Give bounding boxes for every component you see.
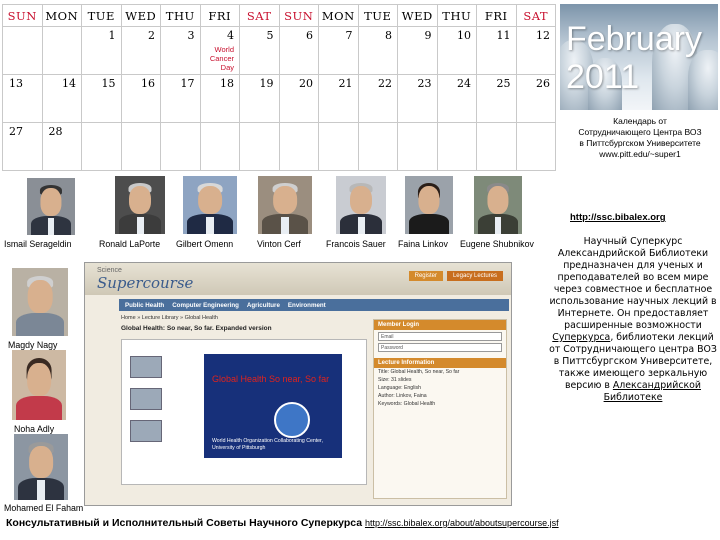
footer-text: Консультативный и Исполнительный Советы Научного Суперкурса bbox=[6, 517, 363, 529]
site-header bbox=[85, 263, 511, 295]
day-cell bbox=[161, 123, 201, 171]
register-button[interactable]: Register bbox=[409, 271, 443, 281]
day-cell bbox=[477, 123, 517, 171]
supercourse-screenshot bbox=[84, 262, 512, 506]
day-cell: 5 bbox=[240, 27, 280, 75]
description-text: Научный Суперкурс Александрийской Библиотеки предназначен для ученых и преподавателей во всем мире через совместное и бесплатное использование научных лекций в Интернете. Он предоставляет расширенные возможности bbox=[549, 236, 717, 331]
day-cell: 10 bbox=[437, 27, 477, 75]
day-cell: 18 bbox=[200, 75, 240, 123]
day-cell: 8 bbox=[358, 27, 398, 75]
credit-line: Сотрудничающего Центра ВОЗ bbox=[578, 127, 702, 137]
slide-thumbnails bbox=[130, 356, 170, 442]
shirt bbox=[137, 217, 144, 234]
day-cell bbox=[437, 123, 477, 171]
info-line: Author: Linkov, Faina bbox=[378, 393, 427, 399]
day-header: THU bbox=[161, 5, 201, 27]
info-line: Keywords: Global Health bbox=[378, 401, 436, 407]
day-cell: 28 bbox=[42, 123, 82, 171]
credit-url[interactable]: www.pitt.edu/~super1 bbox=[599, 149, 681, 159]
portrait-gilbert-omenn bbox=[183, 176, 237, 234]
day-cell bbox=[121, 123, 161, 171]
face bbox=[198, 186, 222, 214]
lecture-player[interactable] bbox=[121, 339, 367, 485]
day-cell: 17 bbox=[161, 75, 201, 123]
day-cell: 15 bbox=[82, 75, 122, 123]
credit-line: Календарь от bbox=[613, 116, 667, 126]
lecture-title: Global Health: So near, So far. Expanded version bbox=[121, 325, 272, 332]
day-cell: 19 bbox=[240, 75, 280, 123]
day-header: MON bbox=[319, 5, 359, 27]
day-header: WED bbox=[398, 5, 438, 27]
portrait-ronald-laporte bbox=[115, 176, 165, 234]
day-cell: 22 bbox=[358, 75, 398, 123]
who-emblem-icon bbox=[274, 402, 310, 438]
nav-item[interactable]: Computer Engineering bbox=[172, 301, 239, 309]
day-cell: 21 bbox=[319, 75, 359, 123]
day-header: WED bbox=[121, 5, 161, 27]
month-title: February 2011 bbox=[566, 20, 703, 96]
day-header: FRI bbox=[477, 5, 517, 27]
day-cell: 1 bbox=[82, 27, 122, 75]
day-header: MON bbox=[42, 5, 82, 27]
day-header: SAT bbox=[240, 5, 280, 27]
supercourse-logo bbox=[97, 267, 193, 292]
day-header: SUN bbox=[3, 5, 43, 27]
day-cell bbox=[516, 123, 556, 171]
day-cell: 7 bbox=[319, 27, 359, 75]
day-cell: 27 bbox=[3, 123, 43, 171]
site-link[interactable]: http://ssc.bibalex.org bbox=[570, 212, 666, 223]
day-cell bbox=[279, 123, 319, 171]
day-header: TUE bbox=[358, 5, 398, 27]
calendar-week-2 bbox=[3, 75, 556, 123]
person-name: Eugene Shubnikov bbox=[460, 239, 534, 249]
day-cell: 26 bbox=[516, 75, 556, 123]
footer bbox=[6, 517, 559, 529]
day-header: SAT bbox=[516, 5, 556, 27]
day-cell bbox=[398, 123, 438, 171]
shirt bbox=[358, 217, 365, 234]
day-header: FRI bbox=[200, 5, 240, 27]
day-cell: 11 bbox=[477, 27, 517, 75]
supercourse-link[interactable]: Суперкурса bbox=[552, 332, 611, 343]
day-header: THU bbox=[437, 5, 477, 27]
face bbox=[40, 188, 61, 215]
calendar bbox=[2, 4, 556, 171]
header-buttons bbox=[409, 271, 503, 281]
person-name: Gilbert Omenn bbox=[176, 239, 234, 249]
face bbox=[487, 186, 508, 214]
portrait-vinton-cerf bbox=[258, 176, 312, 234]
slide-subtitle: World Health Organization Collaborating Center, University of Pittsburgh bbox=[212, 438, 323, 451]
face bbox=[273, 186, 297, 214]
nav-item[interactable]: Agriculture bbox=[246, 301, 280, 309]
calendar-week-1 bbox=[3, 27, 556, 75]
day-cell: 2 bbox=[121, 27, 161, 75]
person-name: Ronald LaPorte bbox=[99, 239, 161, 249]
info-line: Language: English bbox=[378, 385, 421, 391]
nav-item[interactable]: Public Health bbox=[125, 301, 165, 309]
day-cell bbox=[82, 123, 122, 171]
calendar-header-row bbox=[3, 5, 556, 27]
person-name: Faina Linkov bbox=[398, 239, 448, 249]
description-text: , библиотеки лекций от Сотрудничающего центра ВОЗ в Питтсбургском Университете, также имеющего зеркальную версию в bbox=[549, 332, 717, 391]
day-number: 4 bbox=[227, 29, 234, 42]
suit bbox=[16, 313, 63, 336]
shirt bbox=[37, 480, 45, 500]
alexandria-library-link[interactable]: Александрийской Библиотеке bbox=[603, 380, 701, 403]
person-name: Ismail Serageldin bbox=[4, 239, 72, 249]
slide-title: Global Health So near, So far bbox=[212, 374, 330, 384]
login-heading: Member Login bbox=[374, 320, 506, 330]
footer-link[interactable]: http://ssc.bibalex.org/about/aboutsupercourse.jsf bbox=[364, 518, 559, 528]
day-cell: 16 bbox=[121, 75, 161, 123]
day-cell: 6 bbox=[279, 27, 319, 75]
day-cell: 3 bbox=[161, 27, 201, 75]
day-cell bbox=[200, 123, 240, 171]
portrait-francois-sauer bbox=[336, 176, 386, 234]
slide-thumbnail[interactable] bbox=[130, 420, 162, 442]
breadcrumb[interactable]: Home » Lecture Library » Global Health bbox=[121, 315, 218, 321]
password-field[interactable]: Password bbox=[378, 343, 502, 352]
portrait-faina-linkov bbox=[405, 176, 453, 234]
suit bbox=[409, 214, 449, 234]
day-cell: 13 bbox=[3, 75, 43, 123]
day-cell: 9 bbox=[398, 27, 438, 75]
logo-text: Supercourse bbox=[97, 274, 194, 292]
face bbox=[29, 446, 53, 478]
day-cell bbox=[42, 27, 82, 75]
day-cell: 24 bbox=[437, 75, 477, 123]
nav-item[interactable]: Environment bbox=[287, 301, 326, 309]
day-cell: 12 bbox=[516, 27, 556, 75]
legacy-lectures-button[interactable]: Legacy Lectures bbox=[447, 271, 503, 281]
shirt bbox=[281, 217, 289, 234]
lecture-info-heading: Lecture Information bbox=[374, 358, 506, 368]
face bbox=[27, 363, 51, 397]
info-line: Title: Global Health, So near, So far bbox=[378, 369, 460, 375]
february-header-image bbox=[560, 4, 718, 110]
day-cell: 14 bbox=[42, 75, 82, 123]
calendar-week-3 bbox=[3, 123, 556, 171]
shirt bbox=[495, 217, 502, 234]
credit-line: в Питтсбургском Университете bbox=[579, 138, 701, 148]
person-name: Mohamed El Faham bbox=[4, 503, 84, 513]
event-label: World Cancer Day bbox=[209, 45, 234, 72]
suit bbox=[16, 396, 61, 420]
slide-thumbnail[interactable] bbox=[130, 356, 162, 378]
day-cell bbox=[3, 27, 43, 75]
portrait-mohamed-el-faham bbox=[14, 434, 68, 500]
person-name: Noha Adly bbox=[14, 424, 55, 434]
day-cell: 25 bbox=[477, 75, 517, 123]
person-name: Magdy Nagy bbox=[8, 340, 58, 350]
portrait-ismail-serageldin bbox=[27, 178, 75, 235]
person-name: Francois Sauer bbox=[326, 239, 386, 249]
day-cell: 20 bbox=[279, 75, 319, 123]
person-name: Vinton Cerf bbox=[257, 239, 301, 249]
portrait-magdy-nagy bbox=[12, 268, 68, 336]
member-login-panel bbox=[373, 319, 507, 499]
info-line: Size: 31 slides bbox=[378, 377, 412, 383]
email-field[interactable]: Email bbox=[378, 332, 502, 341]
face bbox=[28, 280, 53, 313]
face bbox=[129, 186, 151, 214]
day-cell: 23 bbox=[398, 75, 438, 123]
shirt bbox=[48, 218, 55, 235]
slide-thumbnail[interactable] bbox=[130, 388, 162, 410]
face bbox=[418, 186, 439, 214]
day-cell-event bbox=[200, 27, 240, 75]
shirt bbox=[206, 217, 214, 234]
supercourse-description bbox=[548, 236, 718, 404]
day-header: SUN bbox=[279, 5, 319, 27]
current-slide bbox=[204, 354, 342, 458]
day-header: TUE bbox=[82, 5, 122, 27]
calendar-credit bbox=[562, 116, 718, 160]
portrait-eugene-shubnikov bbox=[474, 176, 522, 234]
face bbox=[350, 186, 372, 214]
day-cell bbox=[240, 123, 280, 171]
day-cell bbox=[319, 123, 359, 171]
logo-sub: Science bbox=[97, 267, 122, 274]
site-nav bbox=[119, 299, 509, 311]
portrait-noha-adly bbox=[12, 350, 66, 420]
day-cell bbox=[358, 123, 398, 171]
